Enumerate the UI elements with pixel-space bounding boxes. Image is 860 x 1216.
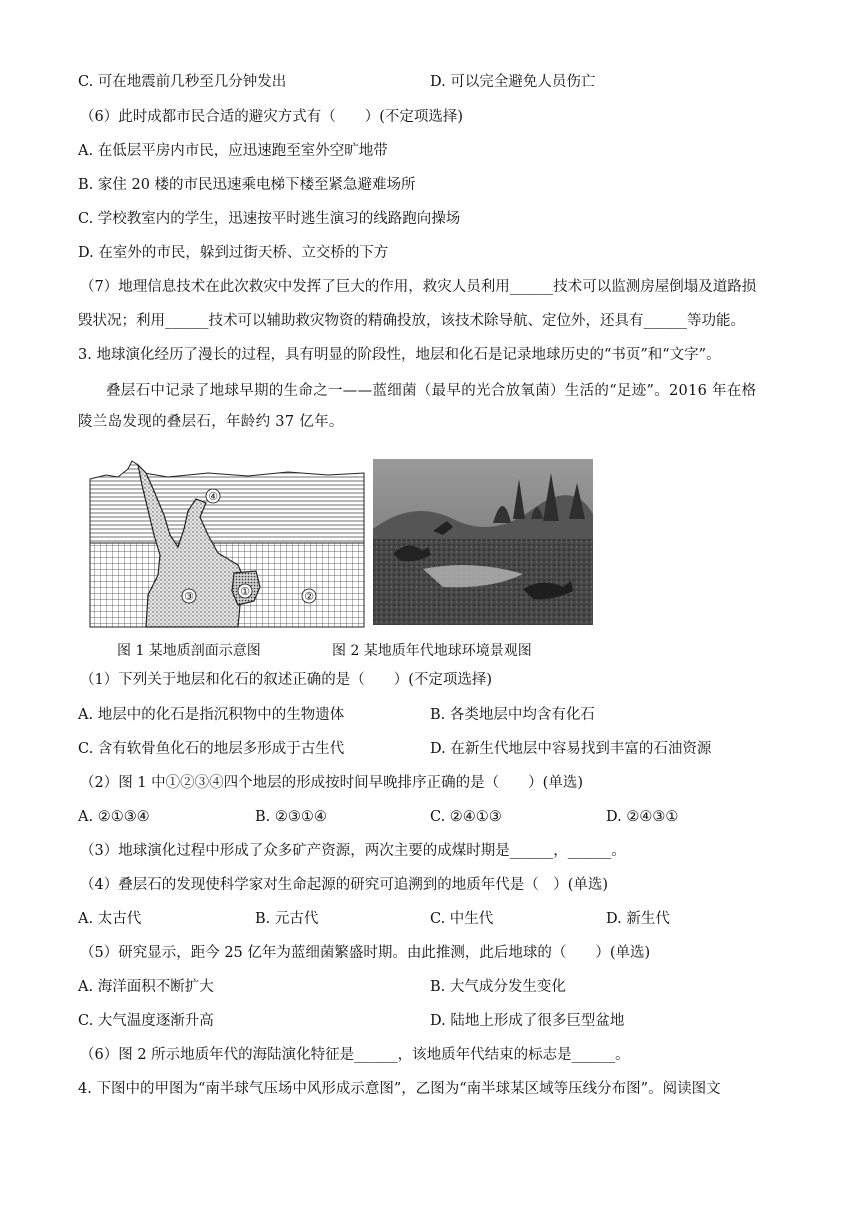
fig2-caption: 图 2 某地质年代地球环境景观图	[332, 643, 532, 659]
q2-option-d: D. 可以完全避免人员伤亡	[430, 74, 596, 90]
geologic-profile-figure	[88, 455, 366, 630]
q3-sub5-option-c: C. 大气温度逐渐升高	[78, 1013, 214, 1029]
q4-stem: 4. 下图中的甲图为“南半球气压场中风形成示意图”，乙图为“南半球某区域等压线分布图”。阅读图文	[78, 1081, 721, 1097]
fig1-label-2: ②	[304, 590, 314, 603]
q2-sub6-option-a: A. 在低层平房内市民，应迅速跑至室外空旷地带	[78, 143, 388, 159]
q3-sub2-option-c: C. ②④①③	[430, 809, 502, 825]
q3-sub1-option-c: C. 含有软骨鱼化石的地层多形成于古生代	[78, 741, 345, 757]
q3-sub4-option-b: B. 元古代	[255, 911, 319, 927]
fig1-caption: 图 1 某地质剖面示意图	[117, 643, 261, 659]
q3-sub2-option-b: B. ②③①④	[255, 809, 327, 825]
q3-sub1-stem: （1）下列关于地层和化石的叙述正确的是（ ）(不定项选择)	[80, 672, 493, 688]
q2-sub7-line1: （7）地理信息技术在此次救灾中发挥了巨大的作用，救灾人员利用______技术可以监测房屋倒塌及道路损	[80, 279, 757, 295]
fig1-label-3: ③	[184, 590, 194, 603]
fig1-label-4: ④	[208, 490, 218, 503]
fig1-label-1: ①	[240, 585, 250, 598]
q3-sub5-stem: （5）研究显示，距今 25 亿年为蓝细菌繁盛时期。由此推测，此后地球的（ ）(单选)	[80, 945, 651, 961]
geologic-landscape-image	[373, 459, 593, 625]
q3-sub4-stem: （4）叠层石的发现使科学家对生命起源的研究可追溯到的地质年代是（ ）(单选)	[80, 877, 609, 893]
q3-sub1-option-b: B. 各类地层中均含有化石	[430, 707, 595, 723]
q3-sub3: （3）地球演化过程中形成了众多矿产资源，两次主要的成煤时期是______，______。	[80, 843, 626, 859]
q2-sub6-option-b: B. 家住 20 楼的市民迅速乘电梯下楼至紧急避难场所	[78, 177, 416, 193]
q3-material-line2: 陵兰岛发现的叠层石，年龄约 37 亿年。	[78, 414, 344, 430]
q3-sub1-option-a: A. 地层中的化石是指沉积物中的生物遗体	[78, 707, 345, 723]
q3-figures	[88, 455, 593, 630]
q3-sub5-option-a: A. 海洋面积不断扩大	[78, 979, 214, 995]
q2-option-c: C. 可在地震前几秒至几分钟发出	[78, 74, 287, 90]
q3-material-line1: 叠层石中记录了地球早期的生命之一——蓝细菌（最早的光合放氧菌）生活的“足迹”。2016 年在格	[106, 383, 757, 399]
q3-sub1-option-d: D. 在新生代地层中容易找到丰富的石油资源	[430, 741, 712, 757]
q3-sub6: （6）图 2 所示地质年代的海陆演化特征是______，该地质年代结束的标志是______。	[80, 1047, 630, 1063]
q3-sub2-stem: （2）图 1 中①②③④四个地层的形成按时间早晚排序正确的是（ ）(单选)	[80, 775, 583, 791]
q2-sub6-option-c: C. 学校教室内的学生，迅速按平时逃生演习的线路跑向操场	[78, 211, 461, 227]
q2-sub6-option-d: D. 在室外的市民，躲到过街天桥、立交桥的下方	[78, 245, 389, 261]
q3-sub4-option-a: A. 太古代	[78, 911, 142, 927]
q2-sub6-stem: （6）此时成都市民合适的避灾方式有（ ）(不定项选择)	[80, 109, 464, 125]
q3-stem: 3. 地球演化经历了漫长的过程，具有明显的阶段性，地层和化石是记录地球历史的“书页”和“文字”。	[78, 347, 721, 363]
q3-sub5-option-b: B. 大气成分发生变化	[430, 979, 566, 995]
q2-sub7-line2: 毁状况；利用______技术可以辅助救灾物资的精确投放，该技术除导航、定位外，还具有______等功能。	[78, 313, 745, 329]
q3-sub4-option-c: C. 中生代	[430, 911, 494, 927]
q3-sub2-option-d: D. ②④③①	[606, 809, 679, 825]
q3-sub2-option-a: A. ②①③④	[78, 809, 150, 825]
q3-sub4-option-d: D. 新生代	[606, 911, 670, 927]
q3-sub5-option-d: D. 陆地上形成了很多巨型盆地	[430, 1013, 625, 1029]
